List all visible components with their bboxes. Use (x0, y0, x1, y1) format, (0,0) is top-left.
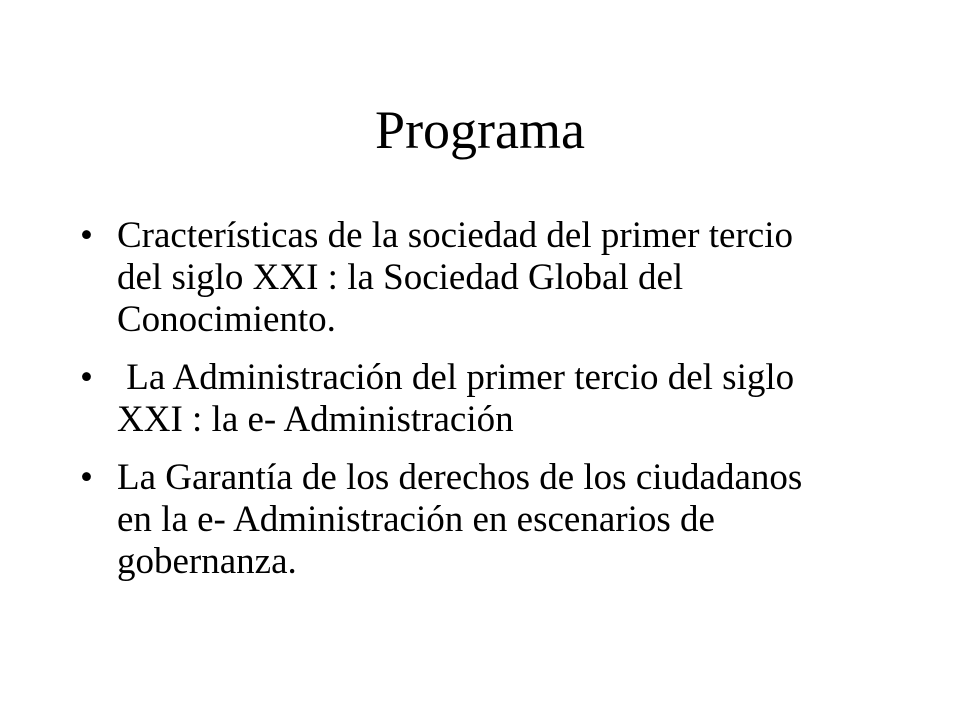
bullet-text: La Administración del primer tercio del siglo XXI : la e- Administración (117, 357, 804, 440)
bullet-dot-icon: • (80, 357, 93, 398)
slide-title: Programa (375, 100, 585, 160)
bullet-list (80, 215, 840, 599)
bullet-item-1 (80, 215, 840, 341)
bullet-item-3 (80, 457, 840, 583)
bullet-text: Cracterísticas de la sociedad del primer tercio del siglo XXI : la Sociedad Global del Conocimiento. (117, 215, 793, 340)
bullet-item-2 (80, 357, 840, 441)
bullet-dot-icon: • (80, 457, 93, 498)
bullet-dot-icon: • (80, 215, 93, 256)
bullet-text: La Garantía de los derechos de los ciudadanos en la e- Administración en escenarios de gobernanza. (117, 457, 803, 582)
